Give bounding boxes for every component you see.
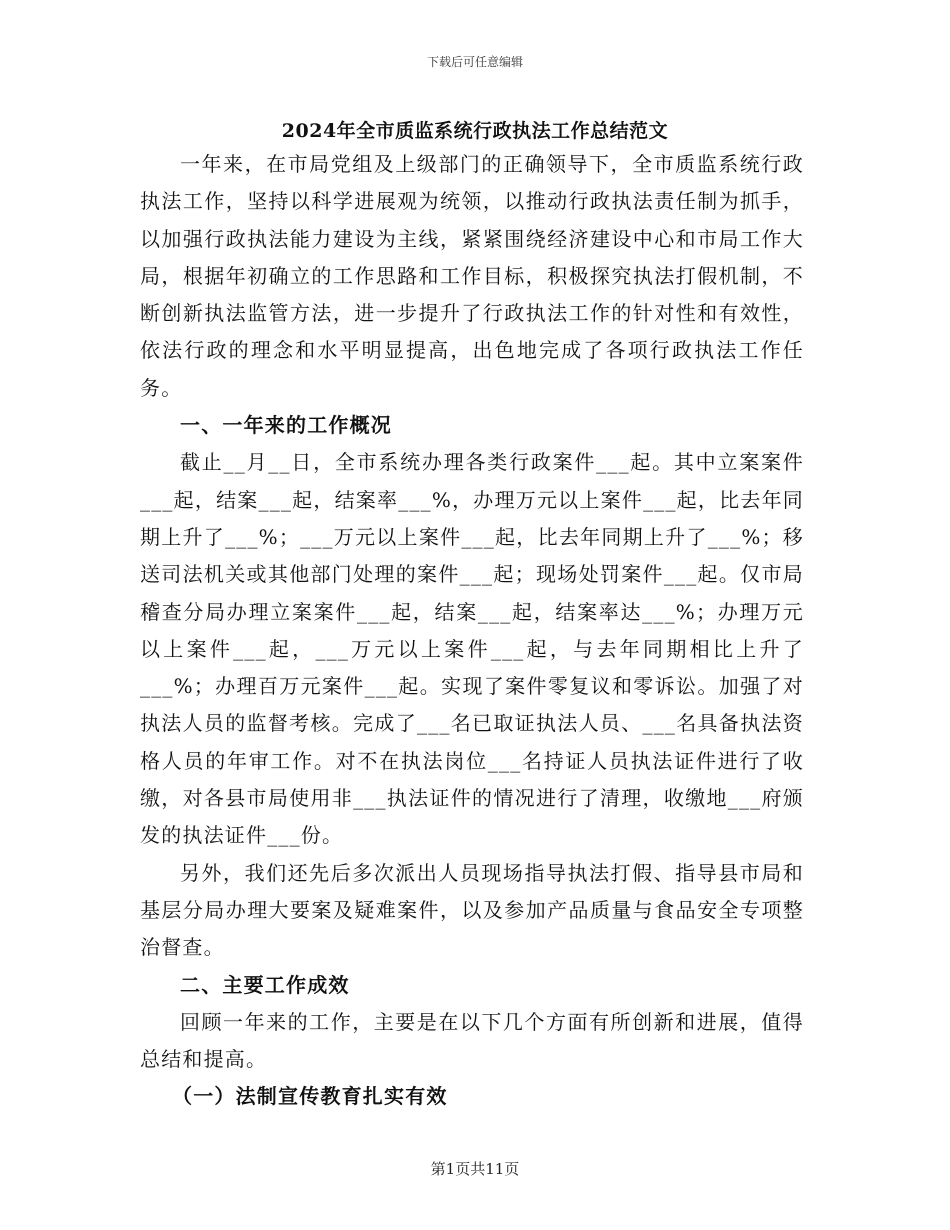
section-heading-2: 二、主要工作成效 [180, 972, 350, 997]
page-header-note: 下载后可任意编辑 [426, 55, 523, 69]
additional-paragraph: 另外，我们还先后多次派出人员现场指导执法打假、指导县市局和基层分局办理大要案及疑难案件，以及参加产品质量与食品安全专项整治督查。 [140, 860, 804, 960]
document-title: 2024年全市质监系统行政执法工作总结范文 [281, 120, 669, 142]
subsection-heading-1: （一）法制宣传教育扎实有效 [172, 1084, 448, 1109]
overview-paragraph: 截止__月__日，全市系统办理各类行政案件___起。其中立案案件___起，结案___起，结案率___%，办理万元以上案件___起，比去年同期上升了___%；___万元以上案件___起，比去年同期上升了___%；移送司法机关或其他部门处理的案件___起；现场处罚案件___起。仅市局稽查分局办理立案案件___起，结案___起，结案率达___%；办理万元以上案件___起，___万元以上案件___起，与去年同期相比上升了___%；办理百万元案件___起。实现了案件零复议和零诉讼。加强了对执法人员的监督考核。完成了___名已取证执法人员、___名具备执法资格人员的年审工作。对不在执法岗位___名持证人员执法证件进行了收缴，对各县市局使用非___执法证件的情况进行了清理，收缴地___府颁发的执法证件___份。 [140, 450, 804, 848]
page-number: 第1页共11页 [430, 1160, 520, 1178]
document-body [140, 146, 804, 1116]
section-heading-1: 一、一年来的工作概况 [180, 413, 392, 438]
review-paragraph: 回顾一年来的工作，主要是在以下几个方面有所创新和进展，值得总结和提高。 [140, 1009, 804, 1072]
intro-paragraph: 一年来，在市局党组及上级部门的正确领导下，全市质监系统行政执法工作，坚持以科学进展观为统领，以推动行政执法责任制为抓手，以加强行政执法能力建设为主线，紧紧围绕经济建设中心和市局工作大局，根据年初确立的工作思路和工作目标，积极探究执法打假机制，不断创新执法监管方法，进一步提升了行政执法工作的针对性和有效性，依法行政的理念和水平明显提高，出色地完成了各项行政执法工作任务。 [140, 152, 804, 400]
